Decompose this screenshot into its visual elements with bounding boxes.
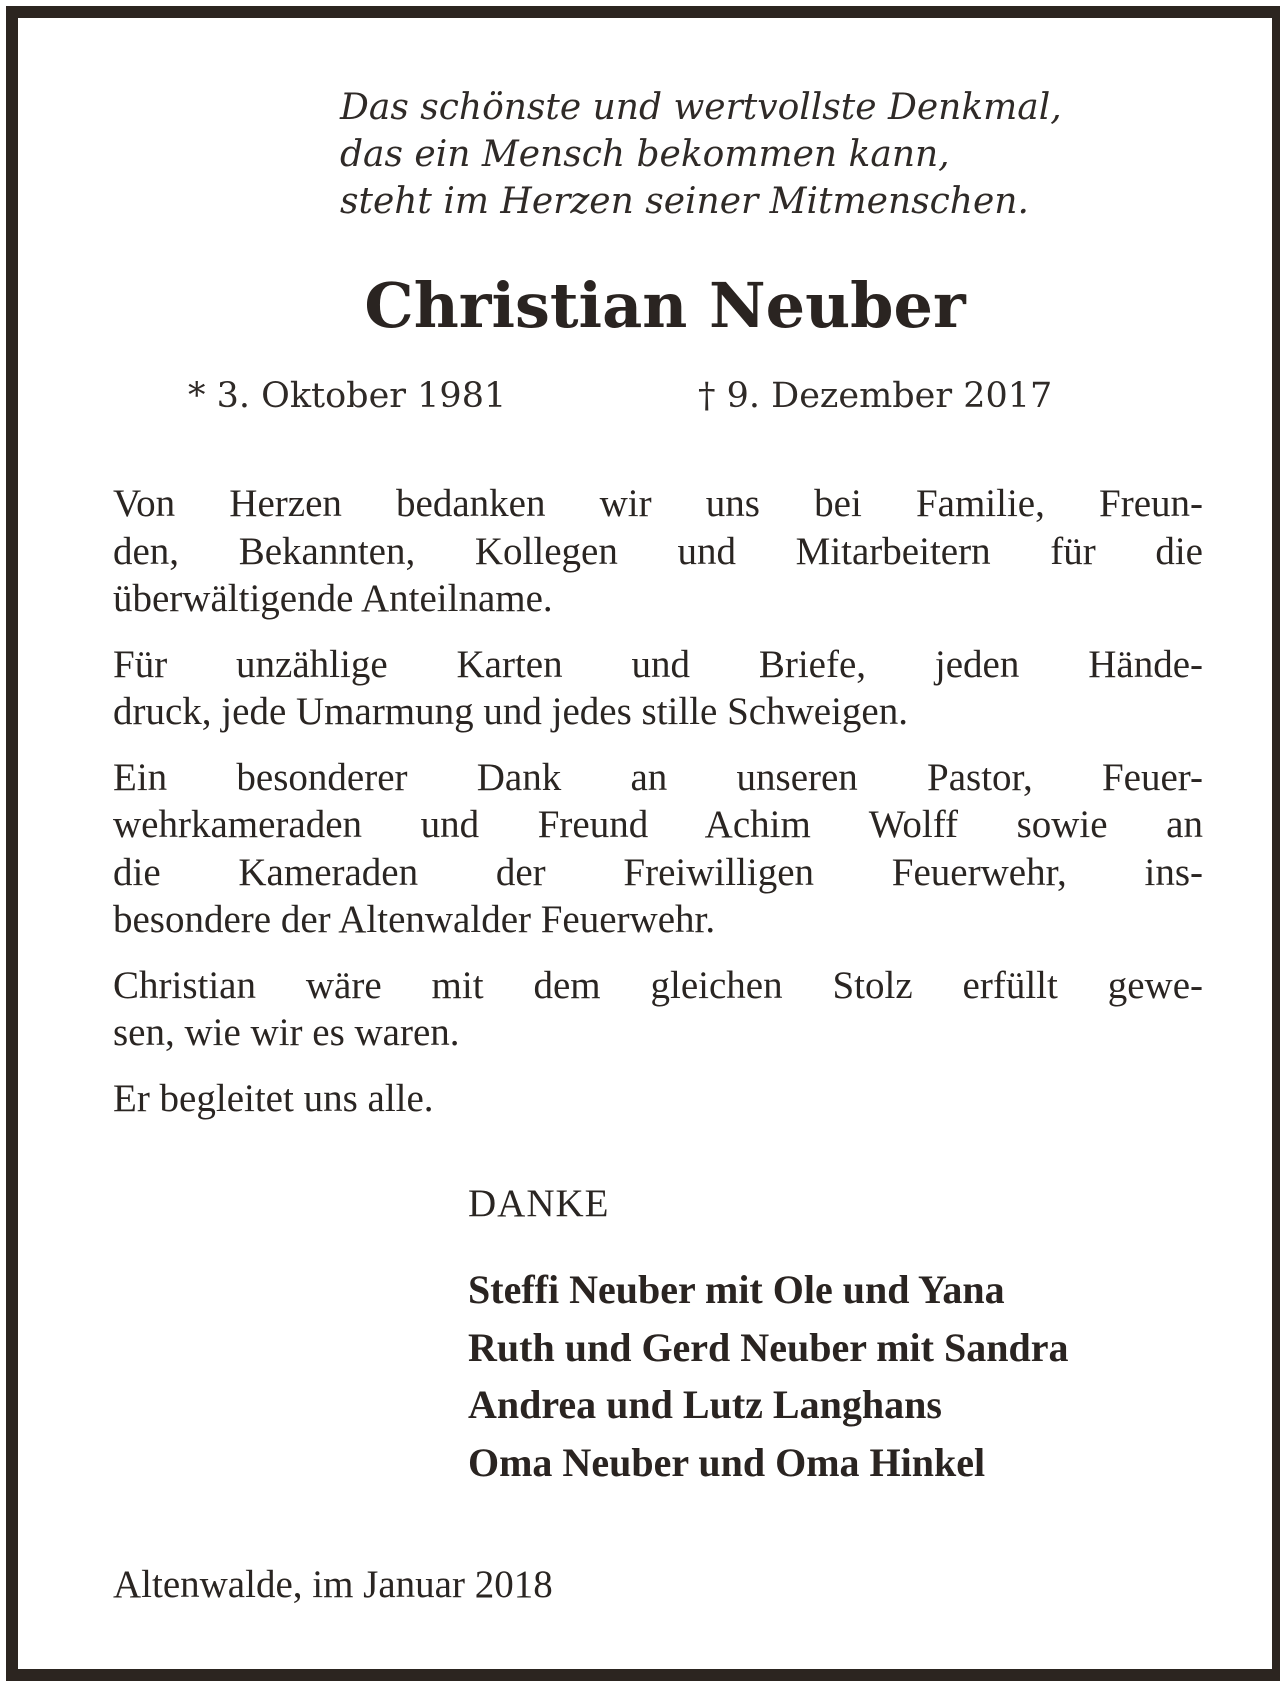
paragraph [113, 754, 1203, 944]
paragraph [113, 641, 1203, 736]
text-line: wehrkameraden und Freund Achim Wolff sowie an [113, 803, 1203, 846]
memorial-quote [340, 84, 1240, 225]
text-line: Er begleitet uns alle. [113, 1076, 434, 1120]
thank-you-text [113, 480, 1203, 1140]
text-line: Für unzählige Karten und Briefe, jeden Hände- [113, 642, 1203, 686]
text-line: überwältigende Anteilname. [113, 577, 553, 620]
notice-frame [6, 6, 1280, 1681]
signer-line: Oma Neuber und Oma Hinkel [468, 1439, 986, 1485]
paragraph [113, 1075, 1203, 1123]
obituary-notice [18, 18, 1272, 1669]
text-line: Ein besonderer Dank an unseren Pastor, Feuer- [113, 755, 1203, 799]
paragraph [113, 962, 1203, 1057]
text-line: besondere der Altenwalder Feuerwehr. [113, 898, 716, 941]
quote-line: das ein Mensch bekommen kann, [340, 134, 950, 175]
text-line: Von Herzen bedanken wir uns bei Familie, Freun- [113, 482, 1203, 525]
deceased-name: Christian Neuber [364, 269, 966, 342]
signer-line: Ruth und Gerd Neuber mit Sandra [468, 1324, 1069, 1370]
signer-line: Andrea und Lutz Langhans [468, 1382, 942, 1427]
text-line: den, Bekannten, Kollegen und Mitarbeitern für die [113, 529, 1203, 573]
death-date: † 9. Dezember 2017 [698, 376, 1053, 416]
place-and-date: Altenwalde, im Januar 2018 [113, 1563, 553, 1606]
text-line: Christian wäre mit dem gleichen Stolz erfüllt gewe- [113, 963, 1203, 1007]
text-line: sen, wie wir es waren. [113, 1011, 460, 1054]
text-line: druck, jede Umarmung und jedes stille Schweigen. [113, 690, 908, 733]
signer-line: Steffi Neuber mit Ole und Yana [468, 1267, 1005, 1312]
paragraph [113, 480, 1203, 623]
quote-line: steht im Herzen seiner Mitmenschen. [340, 181, 1029, 222]
birth-date: * 3. Oktober 1981 [188, 376, 507, 416]
quote-line: Das schönste und wertvollste Denkmal, [340, 87, 1062, 128]
signers-list [468, 1261, 1068, 1491]
text-line: die Kameraden der Freiwilligen Feuerwehr, ins- [113, 850, 1203, 894]
danke-heading: DANKE [468, 1182, 610, 1225]
